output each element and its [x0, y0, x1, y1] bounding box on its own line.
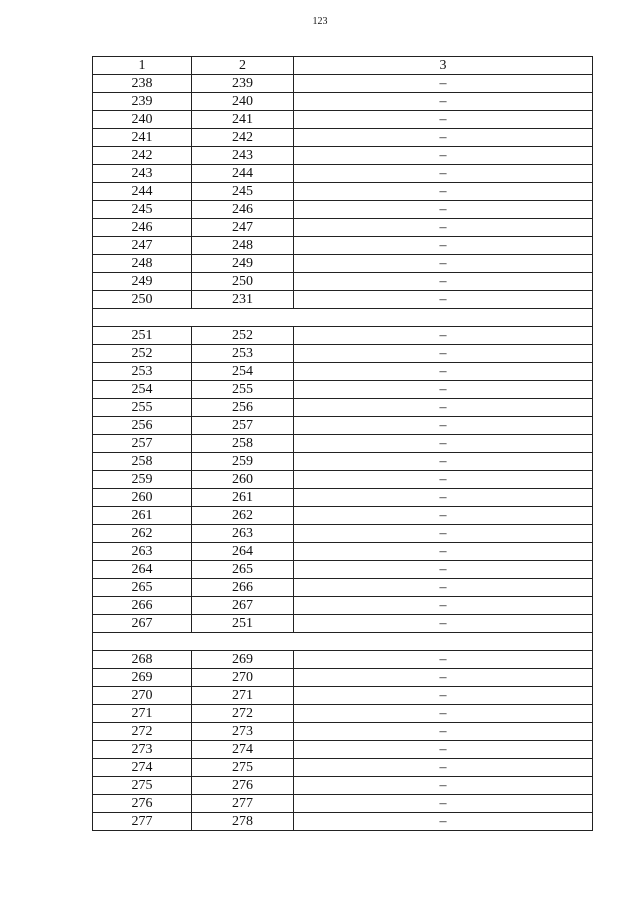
- table-cell-col1: 253: [93, 363, 192, 381]
- table-cell-col2: 258: [192, 435, 294, 453]
- table-cell-col1: 266: [93, 597, 192, 615]
- table-cell-col3: –: [294, 561, 593, 579]
- table-cell-col3: –: [294, 579, 593, 597]
- table-row: [93, 417, 593, 435]
- header-cell-1: 1: [93, 57, 192, 75]
- table-cell-col2: 278: [192, 813, 294, 831]
- table-row: [93, 813, 593, 831]
- table-cell-col2: 239: [192, 75, 294, 93]
- table-row: [93, 489, 593, 507]
- table-cell-col2: 253: [192, 345, 294, 363]
- table-cell-col2: 267: [192, 597, 294, 615]
- table-cell-col3: –: [294, 705, 593, 723]
- table-cell-col3: –: [294, 507, 593, 525]
- table-cell-col1: 242: [93, 147, 192, 165]
- table-cell-col1: 264: [93, 561, 192, 579]
- table-row: [93, 165, 593, 183]
- table-row: [93, 687, 593, 705]
- table-cell-col1: 267: [93, 615, 192, 633]
- table-cell-col3: –: [294, 381, 593, 399]
- table-cell-col1: 251: [93, 327, 192, 345]
- table-cell-col3: –: [294, 363, 593, 381]
- table-cell-col1: 275: [93, 777, 192, 795]
- table-cell-col1: 270: [93, 687, 192, 705]
- table-cell-col1: 261: [93, 507, 192, 525]
- table-cell-col2: 262: [192, 507, 294, 525]
- table-cell-col2: 272: [192, 705, 294, 723]
- table-row: [93, 471, 593, 489]
- separator-cell: [93, 633, 593, 651]
- table-cell-col1: 238: [93, 75, 192, 93]
- table-cell-col3: –: [294, 435, 593, 453]
- table-row: [93, 129, 593, 147]
- table-cell-col3: –: [294, 795, 593, 813]
- table-cell-col1: 268: [93, 651, 192, 669]
- table-cell-col1: 277: [93, 813, 192, 831]
- table-cell-col1: 241: [93, 129, 192, 147]
- table-cell-col3: –: [294, 345, 593, 363]
- table-cell-col2: 255: [192, 381, 294, 399]
- table-cell-col3: –: [294, 471, 593, 489]
- data-table: [92, 56, 593, 831]
- table-cell-col3: –: [294, 165, 593, 183]
- table-cell-col2: 246: [192, 201, 294, 219]
- table-row: [93, 273, 593, 291]
- table-cell-col3: –: [294, 201, 593, 219]
- table-cell-col3: –: [294, 273, 593, 291]
- table-cell-col3: –: [294, 543, 593, 561]
- table-header-row: [93, 57, 593, 75]
- table-cell-col1: 259: [93, 471, 192, 489]
- table-cell-col1: 239: [93, 93, 192, 111]
- table-separator-row: [93, 633, 593, 651]
- table-cell-col1: 272: [93, 723, 192, 741]
- table-row: [93, 507, 593, 525]
- table-cell-col2: 247: [192, 219, 294, 237]
- table-cell-col3: –: [294, 255, 593, 273]
- table-row: [93, 255, 593, 273]
- table-cell-col3: –: [294, 813, 593, 831]
- table-separator-row: [93, 309, 593, 327]
- table-cell-col1: 260: [93, 489, 192, 507]
- table-cell-col3: –: [294, 741, 593, 759]
- table-row: [93, 201, 593, 219]
- header-cell-3: 3: [294, 57, 593, 75]
- table-row: [93, 651, 593, 669]
- table-row: [93, 525, 593, 543]
- table-cell-col1: 240: [93, 111, 192, 129]
- table-row: [93, 759, 593, 777]
- table-cell-col1: 258: [93, 453, 192, 471]
- table-row: [93, 777, 593, 795]
- table-cell-col1: 263: [93, 543, 192, 561]
- table-cell-col3: –: [294, 291, 593, 309]
- table-cell-col1: 247: [93, 237, 192, 255]
- table-cell-col3: –: [294, 489, 593, 507]
- table-cell-col3: –: [294, 147, 593, 165]
- table-cell-col1: 244: [93, 183, 192, 201]
- table-cell-col2: 243: [192, 147, 294, 165]
- table-cell-col2: 241: [192, 111, 294, 129]
- table-cell-col2: 269: [192, 651, 294, 669]
- table-cell-col2: 261: [192, 489, 294, 507]
- table-cell-col3: –: [294, 651, 593, 669]
- table-row: [93, 615, 593, 633]
- table-cell-col1: 257: [93, 435, 192, 453]
- table-cell-col2: 244: [192, 165, 294, 183]
- table-cell-col1: 271: [93, 705, 192, 723]
- table-cell-col2: 270: [192, 669, 294, 687]
- table-cell-col1: 243: [93, 165, 192, 183]
- table-cell-col3: –: [294, 669, 593, 687]
- table-cell-col1: 262: [93, 525, 192, 543]
- table-cell-col2: 276: [192, 777, 294, 795]
- table-row: [93, 183, 593, 201]
- table-row: [93, 705, 593, 723]
- table-row: [93, 561, 593, 579]
- table-row: [93, 111, 593, 129]
- table-cell-col1: 269: [93, 669, 192, 687]
- table-cell-col2: 256: [192, 399, 294, 417]
- table-cell-col3: –: [294, 75, 593, 93]
- table-cell-col2: 273: [192, 723, 294, 741]
- table-cell-col2: 240: [192, 93, 294, 111]
- table-cell-col3: –: [294, 615, 593, 633]
- table-cell-col2: 259: [192, 453, 294, 471]
- table-cell-col2: 231: [192, 291, 294, 309]
- table-body: [93, 57, 593, 831]
- table-cell-col2: 251: [192, 615, 294, 633]
- table-cell-col3: –: [294, 93, 593, 111]
- table-row: [93, 741, 593, 759]
- page-number: 123: [312, 16, 328, 27]
- table-cell-col1: 265: [93, 579, 192, 597]
- table-cell-col3: –: [294, 327, 593, 345]
- table-cell-col3: –: [294, 417, 593, 435]
- table-cell-col1: 248: [93, 255, 192, 273]
- table-cell-col3: –: [294, 237, 593, 255]
- table-row: [93, 345, 593, 363]
- table-cell-col1: 252: [93, 345, 192, 363]
- table-cell-col2: 257: [192, 417, 294, 435]
- table-cell-col1: 245: [93, 201, 192, 219]
- table-row: [93, 219, 593, 237]
- table-cell-col2: 265: [192, 561, 294, 579]
- table-cell-col2: 274: [192, 741, 294, 759]
- table-row: [93, 795, 593, 813]
- table-cell-col2: 263: [192, 525, 294, 543]
- table-row: [93, 381, 593, 399]
- table-cell-col2: 242: [192, 129, 294, 147]
- table-row: [93, 597, 593, 615]
- table-cell-col3: –: [294, 597, 593, 615]
- table-cell-col2: 245: [192, 183, 294, 201]
- table-cell-col1: 249: [93, 273, 192, 291]
- table-cell-col2: 252: [192, 327, 294, 345]
- table-cell-col2: 277: [192, 795, 294, 813]
- header-cell-2: 2: [192, 57, 294, 75]
- table-cell-col2: 266: [192, 579, 294, 597]
- table-row: [93, 93, 593, 111]
- table-cell-col3: –: [294, 453, 593, 471]
- table-cell-col1: 256: [93, 417, 192, 435]
- table-cell-col2: 250: [192, 273, 294, 291]
- table-row: [93, 579, 593, 597]
- table-cell-col3: –: [294, 129, 593, 147]
- table-cell-col2: 264: [192, 543, 294, 561]
- table-cell-col1: 246: [93, 219, 192, 237]
- table-cell-col3: –: [294, 399, 593, 417]
- table-row: [93, 453, 593, 471]
- table-cell-col2: 248: [192, 237, 294, 255]
- table-row: [93, 75, 593, 93]
- table-cell-col3: –: [294, 183, 593, 201]
- table-row: [93, 543, 593, 561]
- table-cell-col3: –: [294, 111, 593, 129]
- table-row: [93, 399, 593, 417]
- table-cell-col1: 273: [93, 741, 192, 759]
- table-cell-col1: 254: [93, 381, 192, 399]
- table-cell-col3: –: [294, 687, 593, 705]
- table-cell-col2: 254: [192, 363, 294, 381]
- table-cell-col1: 255: [93, 399, 192, 417]
- table-cell-col3: –: [294, 723, 593, 741]
- table-row: [93, 363, 593, 381]
- table-row: [93, 669, 593, 687]
- table-cell-col3: –: [294, 525, 593, 543]
- table-cell-col2: 249: [192, 255, 294, 273]
- table-cell-col2: 275: [192, 759, 294, 777]
- table-row: [93, 723, 593, 741]
- table-row: [93, 147, 593, 165]
- table-cell-col2: 271: [192, 687, 294, 705]
- table-row: [93, 291, 593, 309]
- table-cell-col1: 250: [93, 291, 192, 309]
- table-cell-col3: –: [294, 777, 593, 795]
- table-row: [93, 435, 593, 453]
- table-cell-col3: –: [294, 219, 593, 237]
- table-cell-col1: 276: [93, 795, 192, 813]
- table-cell-col3: –: [294, 759, 593, 777]
- table-cell-col2: 260: [192, 471, 294, 489]
- table-row: [93, 327, 593, 345]
- table-row: [93, 237, 593, 255]
- table-cell-col1: 274: [93, 759, 192, 777]
- separator-cell: [93, 309, 593, 327]
